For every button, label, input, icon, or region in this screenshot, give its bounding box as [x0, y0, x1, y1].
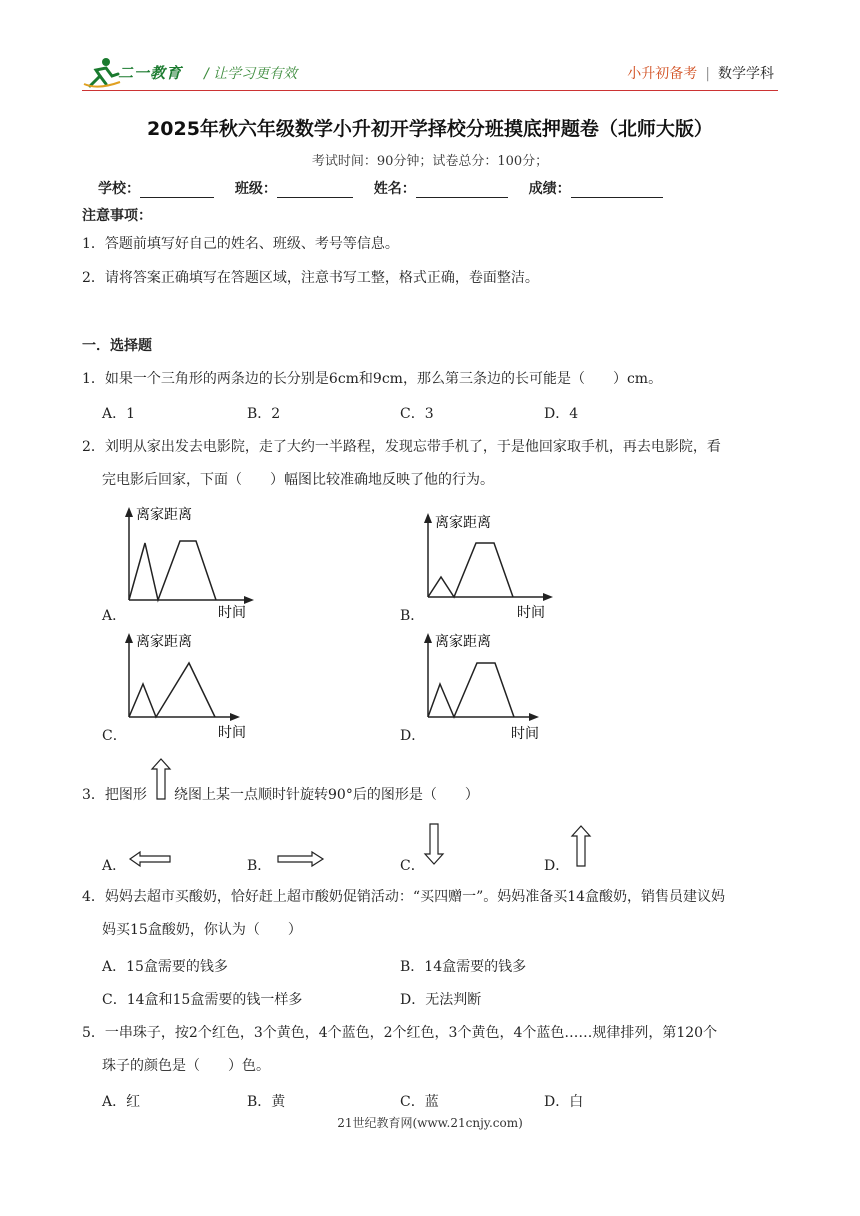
q3-option-d[interactable]: D．: [544, 858, 570, 874]
q4-option-a[interactable]: A．15盒需要的钱多: [102, 959, 228, 975]
y-axis-label: 离家距离: [435, 634, 491, 650]
name-field[interactable]: [416, 183, 508, 198]
graph-c-line: [129, 663, 215, 717]
left-arrow-shape-icon: [128, 850, 174, 868]
brand-logo-icon: [82, 56, 122, 90]
q1-option-b[interactable]: B．2: [247, 406, 281, 422]
class-field[interactable]: [277, 183, 353, 198]
note-item: 2．请将答案正确填写在答题区域，注意书写工整，格式正确，卷面整洁。: [82, 270, 539, 286]
question-3-post: 绕图上某一点顺时针旋转90°后的图形是（ ）: [174, 787, 479, 803]
x-axis-label: 时间: [517, 605, 545, 620]
score-field[interactable]: [571, 183, 663, 198]
notes-heading: 注意事项：: [82, 208, 152, 224]
question-1: 1．如果一个三角形的两条边的长分别是6cm和9cm，那么第三条边的长可能是（ ）cm。: [82, 371, 663, 387]
question-5-cont: 珠子的颜色是（ ）色。: [102, 1058, 270, 1074]
graph-a-line: [129, 541, 216, 600]
x-axis-label: 时间: [218, 605, 246, 620]
q3-option-c[interactable]: C．: [400, 858, 425, 874]
q4-option-d[interactable]: D．无法判断: [400, 992, 482, 1008]
y-axis-label: 离家距离: [136, 634, 192, 650]
header-subject-label: 数学学科: [718, 66, 774, 82]
q3-option-b[interactable]: B．: [247, 858, 272, 874]
logo-text: 二一教育: [118, 64, 183, 82]
class-label: 班级：: [234, 181, 277, 197]
header-divider: [82, 90, 778, 91]
q1-option-c[interactable]: C．3: [400, 406, 434, 422]
q3-option-a[interactable]: A．: [102, 858, 127, 874]
name-label: 姓名：: [373, 181, 416, 197]
school-label: 学校：: [98, 181, 140, 197]
q2-option-b[interactable]: B．: [400, 608, 425, 624]
y-axis-label: 离家距离: [435, 515, 491, 531]
question-4: 4．妈妈去超市买酸奶，恰好赶上超市酸奶促销活动：“买四赠一”。妈妈准备买14盒酸奶，销售员建议妈: [82, 889, 726, 905]
header-separator: |: [705, 66, 710, 82]
score-label: 成绩：: [528, 181, 571, 197]
slogan: / 让学习更有效: [204, 66, 298, 82]
q5-option-c[interactable]: C．蓝: [400, 1094, 439, 1110]
down-arrow-shape-icon: [423, 822, 445, 866]
graph-c: [120, 625, 270, 740]
note-item: 1．答题前填写好自己的姓名、班级、考号等信息。: [82, 236, 399, 252]
question-2-cont: 完电影后回家，下面（ ）幅图比较准确地反映了他的行为。: [102, 472, 494, 488]
graph-d-line: [428, 663, 514, 717]
graph-b-line: [428, 543, 513, 597]
q1-option-a[interactable]: A．1: [102, 406, 136, 422]
graph-b: [419, 505, 569, 620]
graph-d: [419, 625, 569, 745]
q2-option-c[interactable]: C．: [102, 728, 127, 744]
page-footer: 21世纪教育网(www.21cnjy.com): [337, 1116, 523, 1130]
q2-option-d[interactable]: D．: [400, 728, 426, 744]
q1-option-d[interactable]: D．4: [544, 406, 579, 422]
q5-option-d[interactable]: D．白: [544, 1094, 584, 1110]
page-title: 2025年秋六年级数学小升初开学择校分班摸底押题卷（北师大版）: [147, 118, 713, 140]
question-4-cont: 妈买15盒酸奶，你认为（ ）: [102, 922, 302, 938]
x-axis-label: 时间: [511, 726, 539, 742]
q5-option-b[interactable]: B．黄: [247, 1094, 286, 1110]
graph-a: [120, 505, 270, 620]
question-5: 5．一串珠子，按2个红色，3个黄色，4个蓝色，2个红色，3个黄色，4个蓝色……规律排列，第120个: [82, 1025, 718, 1041]
q4-option-c[interactable]: C．14盒和15盒需要的钱一样多: [102, 992, 303, 1008]
question-3-pre: 3．把图形: [82, 787, 147, 803]
up-arrow-shape-icon: [570, 824, 592, 868]
q2-option-a[interactable]: A．: [102, 608, 127, 624]
y-axis-label: 离家距离: [136, 507, 192, 523]
header-subject: [627, 63, 774, 83]
x-axis-label: 时间: [218, 725, 246, 740]
school-field[interactable]: [140, 183, 214, 198]
question-2: 2．刘明从家出发去电影院，走了大约一半路程，发现忘带手机了，于是他回家取手机，再去电影院，看: [82, 439, 721, 455]
q4-option-b[interactable]: B．14盒需要的钱多: [400, 959, 527, 975]
exam-info: 考试时间：90分钟；试卷总分：100分；: [311, 154, 549, 169]
header-tag: 小升初备考: [627, 66, 698, 82]
section-heading: 一．选择题: [82, 338, 152, 354]
up-arrow-shape-icon: [150, 757, 172, 801]
q5-option-a[interactable]: A．红: [102, 1094, 141, 1110]
right-arrow-shape-icon: [276, 850, 326, 868]
student-info-line: [98, 178, 679, 198]
